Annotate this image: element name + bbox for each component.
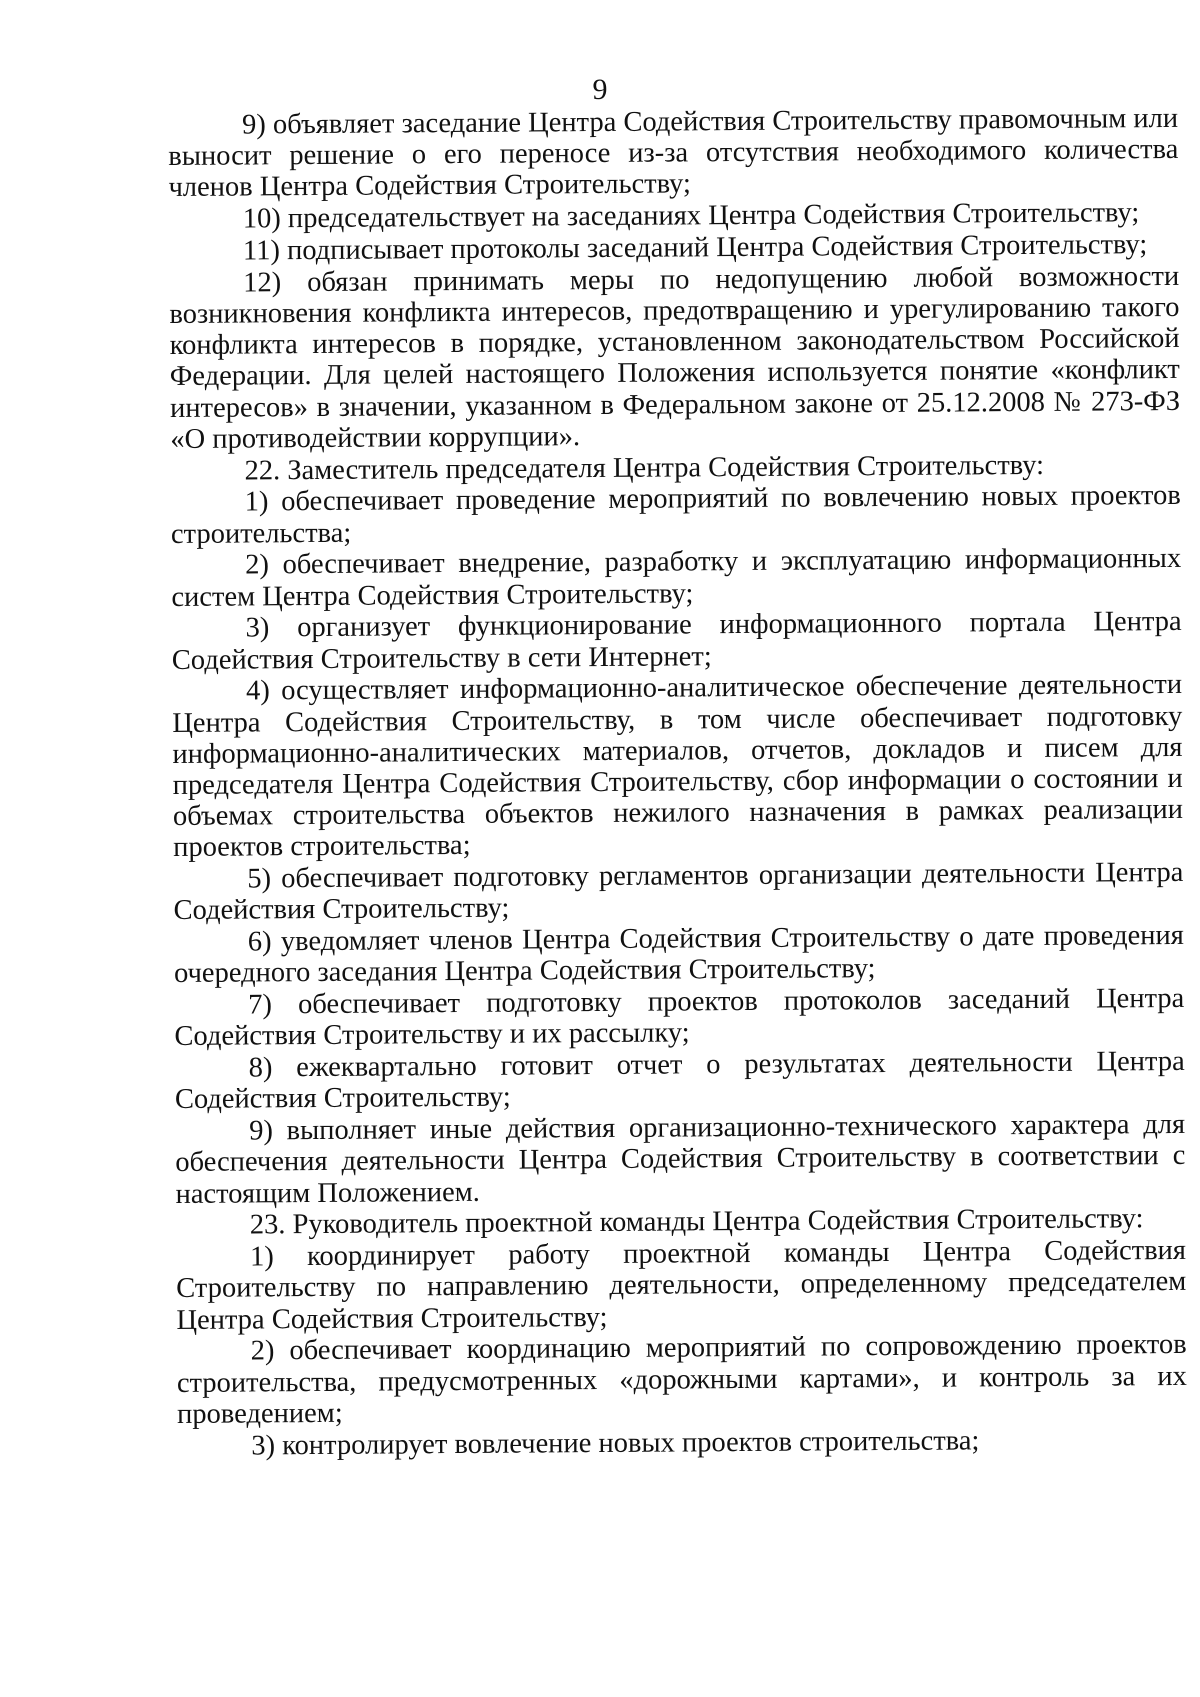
section-22-item-1: 1) обеспечивает проведение мероприятий по вовлечению новых проектов строительства;: [170, 480, 1181, 550]
section-22-item-2: 2) обеспечивает внедрение, разработку и эксплуатацию информационных систем Центра Содействия Строительству;: [171, 543, 1182, 613]
section-23-item-1: 1) координирует работу проектной команды Центра Содействия Строительству по направлению деятельности, определенному председателем Центра Содействия Строительству;: [176, 1235, 1187, 1336]
section-22-item-5: 5) обеспечивает подготовку регламентов организации деятельности Центра Содействия Строительству;: [173, 857, 1184, 927]
section-22-item-9: 9) выполняет иные действия организационно-технического характера для обеспечения деятельности Центра Содействия Строительству в соответствии с настоящим Положением.: [175, 1109, 1186, 1210]
section-22-item-8: 8) ежеквартально готовит отчет о результатах деятельности Центра Содействия Строительству;: [174, 1046, 1185, 1116]
section-22-item-3: 3) организует функционирование информационного портала Центра Содействия Строительству в сети Интернет;: [171, 606, 1182, 676]
paragraph-9-announces-quorum: 9) объявляет заседание Центра Содействия Строительству правомочным или выносит решение о его переносе из-за отсутствия необходимого количества членов Центра Содействия Строительству;: [168, 102, 1179, 204]
paragraph-12-conflict-of-interest: 12) обязан принимать меры по недопущению любой возможности возникновения конфликта интересов, предотвращению и урегулированию такого конфликта интересов в порядке, установленном законодательством Российской Федерации. Для целей настоящего Положения используется понятие «конфликт интересов» в значении, указанном в Федеральном законе от 25.12.2008 № 273-ФЗ «О противодействии коррупции».: [169, 260, 1181, 455]
paragraph-11-signs-protocols: 11) подписывает протоколы заседаний Центра Содействия Строительству;: [242, 229, 1148, 267]
section-23-project-team-lead: 23. Руководитель проектной команды Центра Содействия Строительству:: [249, 1203, 1144, 1241]
section-22-item-4: 4) осуществляет информационно-аналитическое обеспечение деятельности Центра Содействия Строительству, в том числе обеспечивает подготовку информационно-аналитических материалов, отчетов, докладов и писем для председателя Центра Содействия Строительству, сбор информации о состоянии и объемах строительства объектов нежилого назначения в рамках реализации проектов строительства;: [172, 669, 1184, 864]
section-22-deputy-chair: 22. Заместитель председателя Центра Содействия Строительству:: [244, 449, 1045, 487]
paragraph-10-chairs-meetings: 10) председательствует на заседаниях Центра Содействия Строительству;: [242, 197, 1140, 235]
page-number: 9: [592, 73, 608, 106]
section-23-item-2: 2) обеспечивает координацию мероприятий по сопровождению проектов строительства, предусмотренных «дорожными картами», и контроль за их проведением;: [176, 1329, 1187, 1430]
section-22-item-7: 7) обеспечивает подготовку проектов протоколов заседаний Центра Содействия Строительству и их рассылку;: [174, 983, 1185, 1053]
section-22-item-6: 6) уведомляет членов Центра Содействия Строительству о дате проведения очередного заседания Центра Содействия Строительству;: [173, 920, 1184, 990]
section-23-item-3: 3) контролирует вовлечение новых проектов строительства;: [251, 1424, 980, 1462]
document-body: [168, 103, 1187, 1462]
